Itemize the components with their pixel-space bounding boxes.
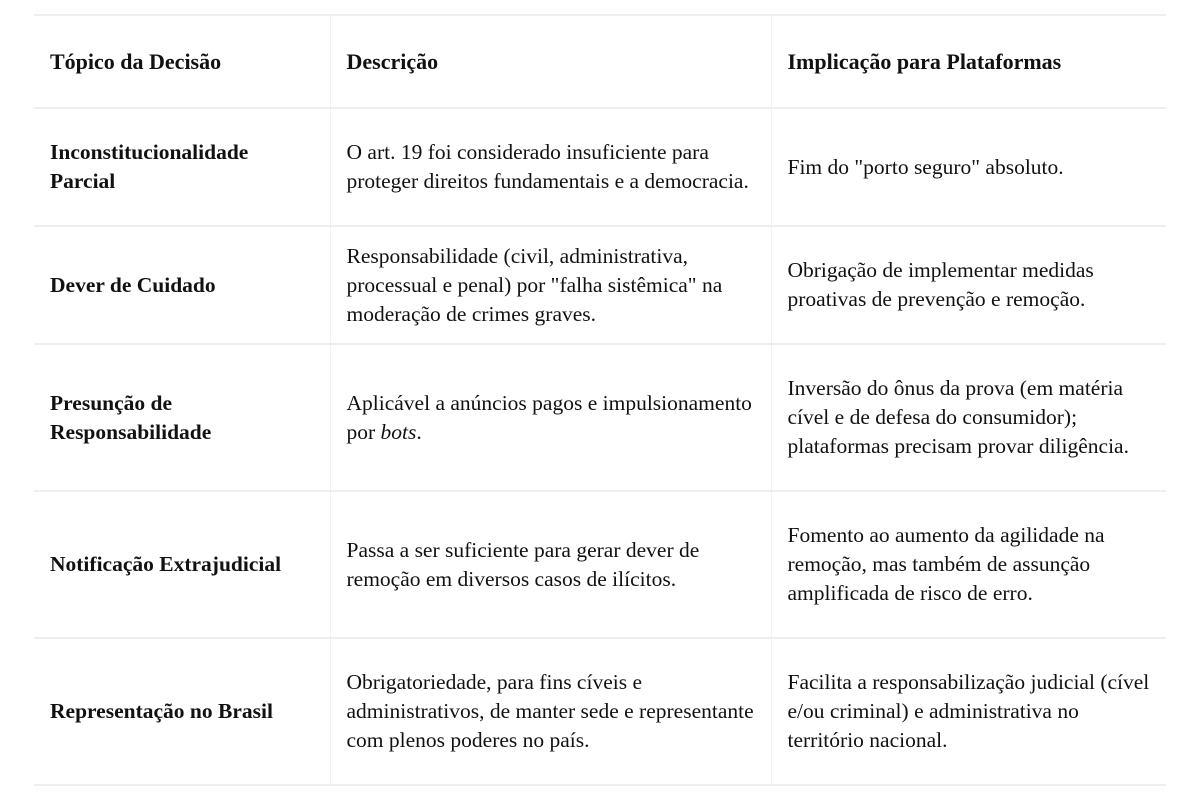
cell-implication: Fomento ao aumento da agilidade na remoção, mas também de assunção amplificada de risco de erro. (771, 491, 1166, 638)
cell-topic: Notificação Extrajudicial (50, 552, 282, 576)
table-row (34, 344, 1166, 491)
description-emphasis: bots (380, 419, 417, 444)
cell-topic: Dever de Cuidado (50, 272, 216, 297)
header-row (34, 15, 1166, 108)
cell-implication: Inversão do ônus da prova (em matéria cível e de defesa do consumidor); plataformas precisam provar diligência. (771, 344, 1166, 491)
description-end: . (416, 419, 422, 444)
cell-topic: Representação no Brasil (50, 699, 273, 723)
header-implication: Implicação para Plataformas (771, 15, 1166, 108)
cell-topic: Inconstitucionalidade Parcial (50, 140, 249, 193)
description-text: Aplicável a anúncios pagos e impulsionamento por (346, 390, 752, 444)
table-header (34, 15, 1166, 108)
table-row (34, 491, 1166, 638)
decision-table (34, 14, 1166, 786)
cell-description: Passa a ser suficiente para gerar dever de remoção em diversos casos de ilícitos. (330, 491, 771, 638)
cell-description: Obrigatoriedade, para fins cíveis e administrativos, de manter sede e representante com plenos poderes no país. (330, 638, 771, 785)
table-row (34, 638, 1166, 785)
decision-table-container (34, 14, 1166, 786)
cell-implication: Facilita a responsabilização judicial (cível e/ou criminal) e administrativa no território nacional. (771, 638, 1166, 785)
table-body (34, 108, 1166, 785)
cell-implication: Fim do "porto seguro" absoluto. (771, 108, 1166, 226)
header-topic: Tópico da Decisão (50, 49, 222, 74)
cell-description (330, 344, 771, 491)
cell-description: Responsabilidade (civil, administrativa, processual e penal) por "falha sistêmica" na moderação de crimes graves. (330, 226, 771, 344)
table-row (34, 108, 1166, 226)
cell-implication: Obrigação de implementar medidas proativas de prevenção e remoção. (771, 226, 1166, 344)
cell-description: O art. 19 foi considerado insuficiente para proteger direitos fundamentais e a democracia. (330, 108, 771, 226)
cell-topic: Presunção de Responsabilidade (50, 390, 212, 444)
header-description: Descrição (330, 15, 771, 108)
table-row (34, 226, 1166, 344)
